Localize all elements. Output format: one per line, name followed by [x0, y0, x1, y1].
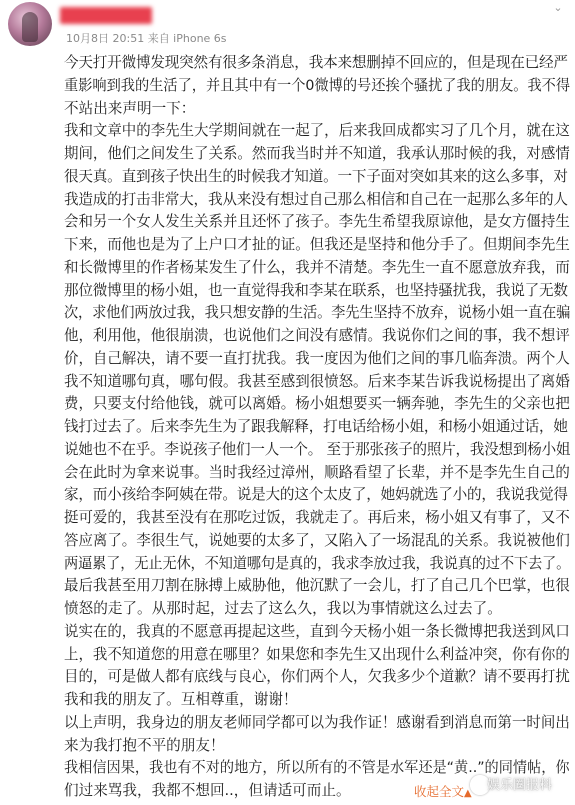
post-text-line: 上，我不知道您的用意在哪里？如果您和李先生又出现什么利益冲突，你有你的	[64, 645, 570, 663]
post-text-line: 下来，而他也是为了上户口才扯的证。但我还是坚持和他分手了。但期间李先生	[64, 236, 570, 253]
post-text-line: 来为我打抱不平的朋友！	[64, 736, 225, 754]
post-meta: 10月8日 20:51 来自 iPhone 6s	[66, 32, 227, 45]
post-text-line: 答应离了。李很生气，说她要的太多了，又陷入了一场混乱的关系。我说被他们	[64, 531, 570, 549]
post-text-line: 和长微博里的作者杨某发生了什么，我并不清楚。李先生一直不愿意放弃我，而	[64, 258, 570, 276]
post-text-line: 我相信因果，我也有不对的地方，所以所有的不管是水军还是“黄..”的同情帖，你	[64, 759, 570, 777]
avatar[interactable]	[8, 2, 52, 46]
post-text-line: 们过来骂我，我都不想回..，但请适可而止。	[64, 782, 351, 799]
post-text-line: 费，只要支付给他钱，就可以离婚。杨小姐想要买一辆奔驰，李先生的父亲也把	[64, 395, 570, 413]
post-text-line: 我和文章中的李先生大学期间就在一起了，后来我回成都实习了几个月，就在这	[64, 122, 570, 140]
post-text-line: 说她也不在乎。李说孩子他们一人一个。 至于那张孩子的照片，我没想到杨小姐	[64, 440, 571, 458]
post-text-line: 挺可爱的，我甚至没有在那吃过饭，我就走了。再后来，杨小姐又有事了，又不	[64, 509, 570, 526]
post-text-line: 以上声明，我身边的朋友老师同学都可以为我作证！感谢看到消息而第一时间出	[64, 713, 570, 731]
post-text-line: 期间，他们之间发生了关系。然而我当时并不知道，我承认那时候的我，对感情	[64, 145, 570, 162]
chevron-down-icon[interactable]: ⌄	[553, 1, 563, 14]
collapse-label: 收起全文	[414, 784, 465, 799]
post-text-line: 他，利用他，他很崩溃，也说他们之间没有感情。我说你们之间的事，我不想评	[64, 327, 570, 344]
collapse-fulltext-link[interactable]	[412, 782, 474, 800]
post-text-line: 价，自己解决，请不要一直打扰我。我一度因为他们之间的事几临奔溃。两个人	[64, 349, 570, 367]
collapse-arrow-icon: ▲	[464, 788, 472, 799]
post-text-line: 愤怒的走了。从那时起，过去了这么久，我以为事情就这么过去了。	[64, 600, 502, 617]
post-text-line: 次，求他们两放过我，我只想安静的生活。李先生坚持不放弃，说杨小姐一直在骗	[64, 304, 571, 322]
post-text-line: 重影响到我的生活了，并且其中有一个0微博的号还挨个骚扰了我的朋友。我不得	[64, 76, 571, 94]
post-text-line: 我造成的打击非常大，我从来没有想过自己那么相信和自己在一起那么多年的人	[64, 190, 568, 208]
author-name-redacted[interactable]	[60, 7, 152, 24]
post-text-line: 两逼累了，无止无休，不知道哪句是真的，我求李放过我，我说真的过不下去了。	[64, 554, 571, 572]
watermark: 娱乐圈报料	[487, 778, 553, 793]
post-header	[0, 0, 575, 50]
post-text-line: 那位微博里的杨小姐，也一直觉得我和李某在联系，也坚持骚扰我，我说了无数	[64, 281, 568, 299]
post-text-line: 最后我甚至用刀割在脉搏上威胁他，他沉默了一会儿，打了自己几个巴掌，也很	[64, 577, 570, 595]
post-text-line: 目的，可是做人都有底线与良心，你们两个人，欠我多少个道歉？请不要再打扰	[64, 668, 570, 686]
post-text-line: 不站出来声明一下：	[64, 99, 196, 117]
post-text-line: 我不知道哪句真，哪句假。我甚至感到很愤怒。后来李某告诉我说杨提出了离婚	[64, 372, 570, 390]
post-text-line: 今天打开微博发现突然有很多条消息，我本来想删掉不回应的，但是现在已经严	[64, 54, 568, 71]
post-text-line: 会和另一个女人发生关系并且还怀了孩子。李先生希望我原谅他，是女方僵持生	[64, 213, 570, 231]
post-text-line: 钱打过去了。后来李先生为了跟我解释，打电话给杨小姐，和杨小姐通过话，她	[64, 418, 568, 435]
post-text-line: 会在此时为拿来说事。当时我经过漳州，顺路看望了长辈，并不是李先生自己的	[64, 463, 570, 481]
post-text-line: 我和我的朋友了。互相尊重，谢谢！	[64, 691, 298, 708]
post-text-line: 说实在的，我真的不愿意再提起这些，直到今天杨小姐一条长微博把我送到风口	[64, 622, 570, 640]
post-text-line: 家，而小孩给李阿姨在带。说是大的这个太皮了，她妈就选了小的，我说我觉得	[64, 486, 568, 504]
post-text-line: 很天真。直到孩子快出生的时候我才知道。一下子面对突如其来的这么多事，对	[64, 167, 568, 185]
